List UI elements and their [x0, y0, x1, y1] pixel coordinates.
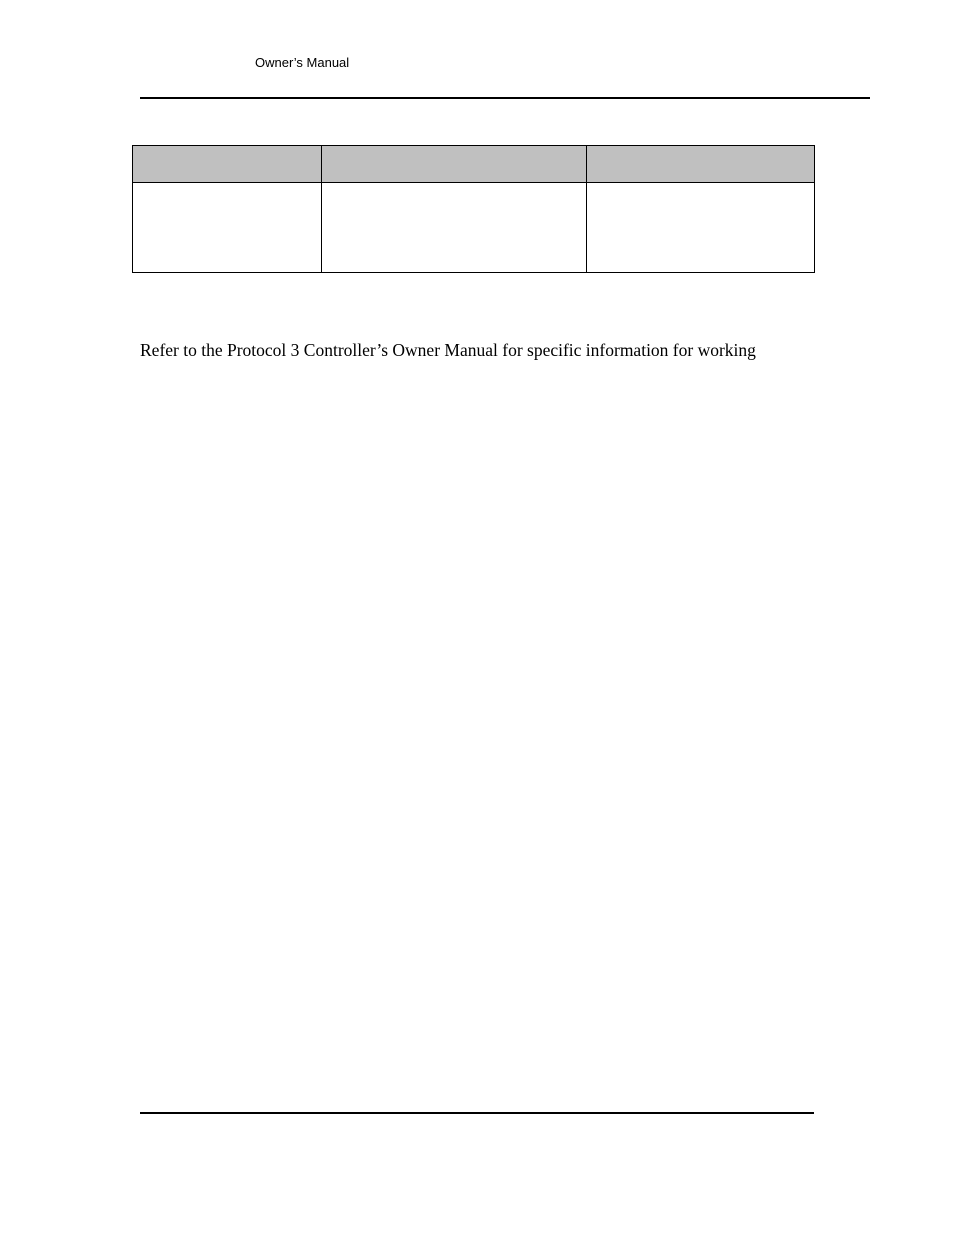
- table-cell: [133, 183, 322, 273]
- table-row: [133, 183, 815, 273]
- header-title: Owner’s Manual: [255, 55, 350, 70]
- table-header-cell: [133, 146, 322, 183]
- body-paragraph: Refer to the Protocol 3 Controller’s Owner Manual for specific information for working: [140, 340, 756, 360]
- table-cell: [322, 183, 587, 273]
- table-header-cell: [587, 146, 815, 183]
- table-cell: [587, 183, 815, 273]
- footer-divider: [140, 1112, 814, 1114]
- table-header-row: [133, 146, 815, 183]
- spec-table: [132, 145, 815, 273]
- table-header-cell: [322, 146, 587, 183]
- header-divider: [140, 97, 870, 99]
